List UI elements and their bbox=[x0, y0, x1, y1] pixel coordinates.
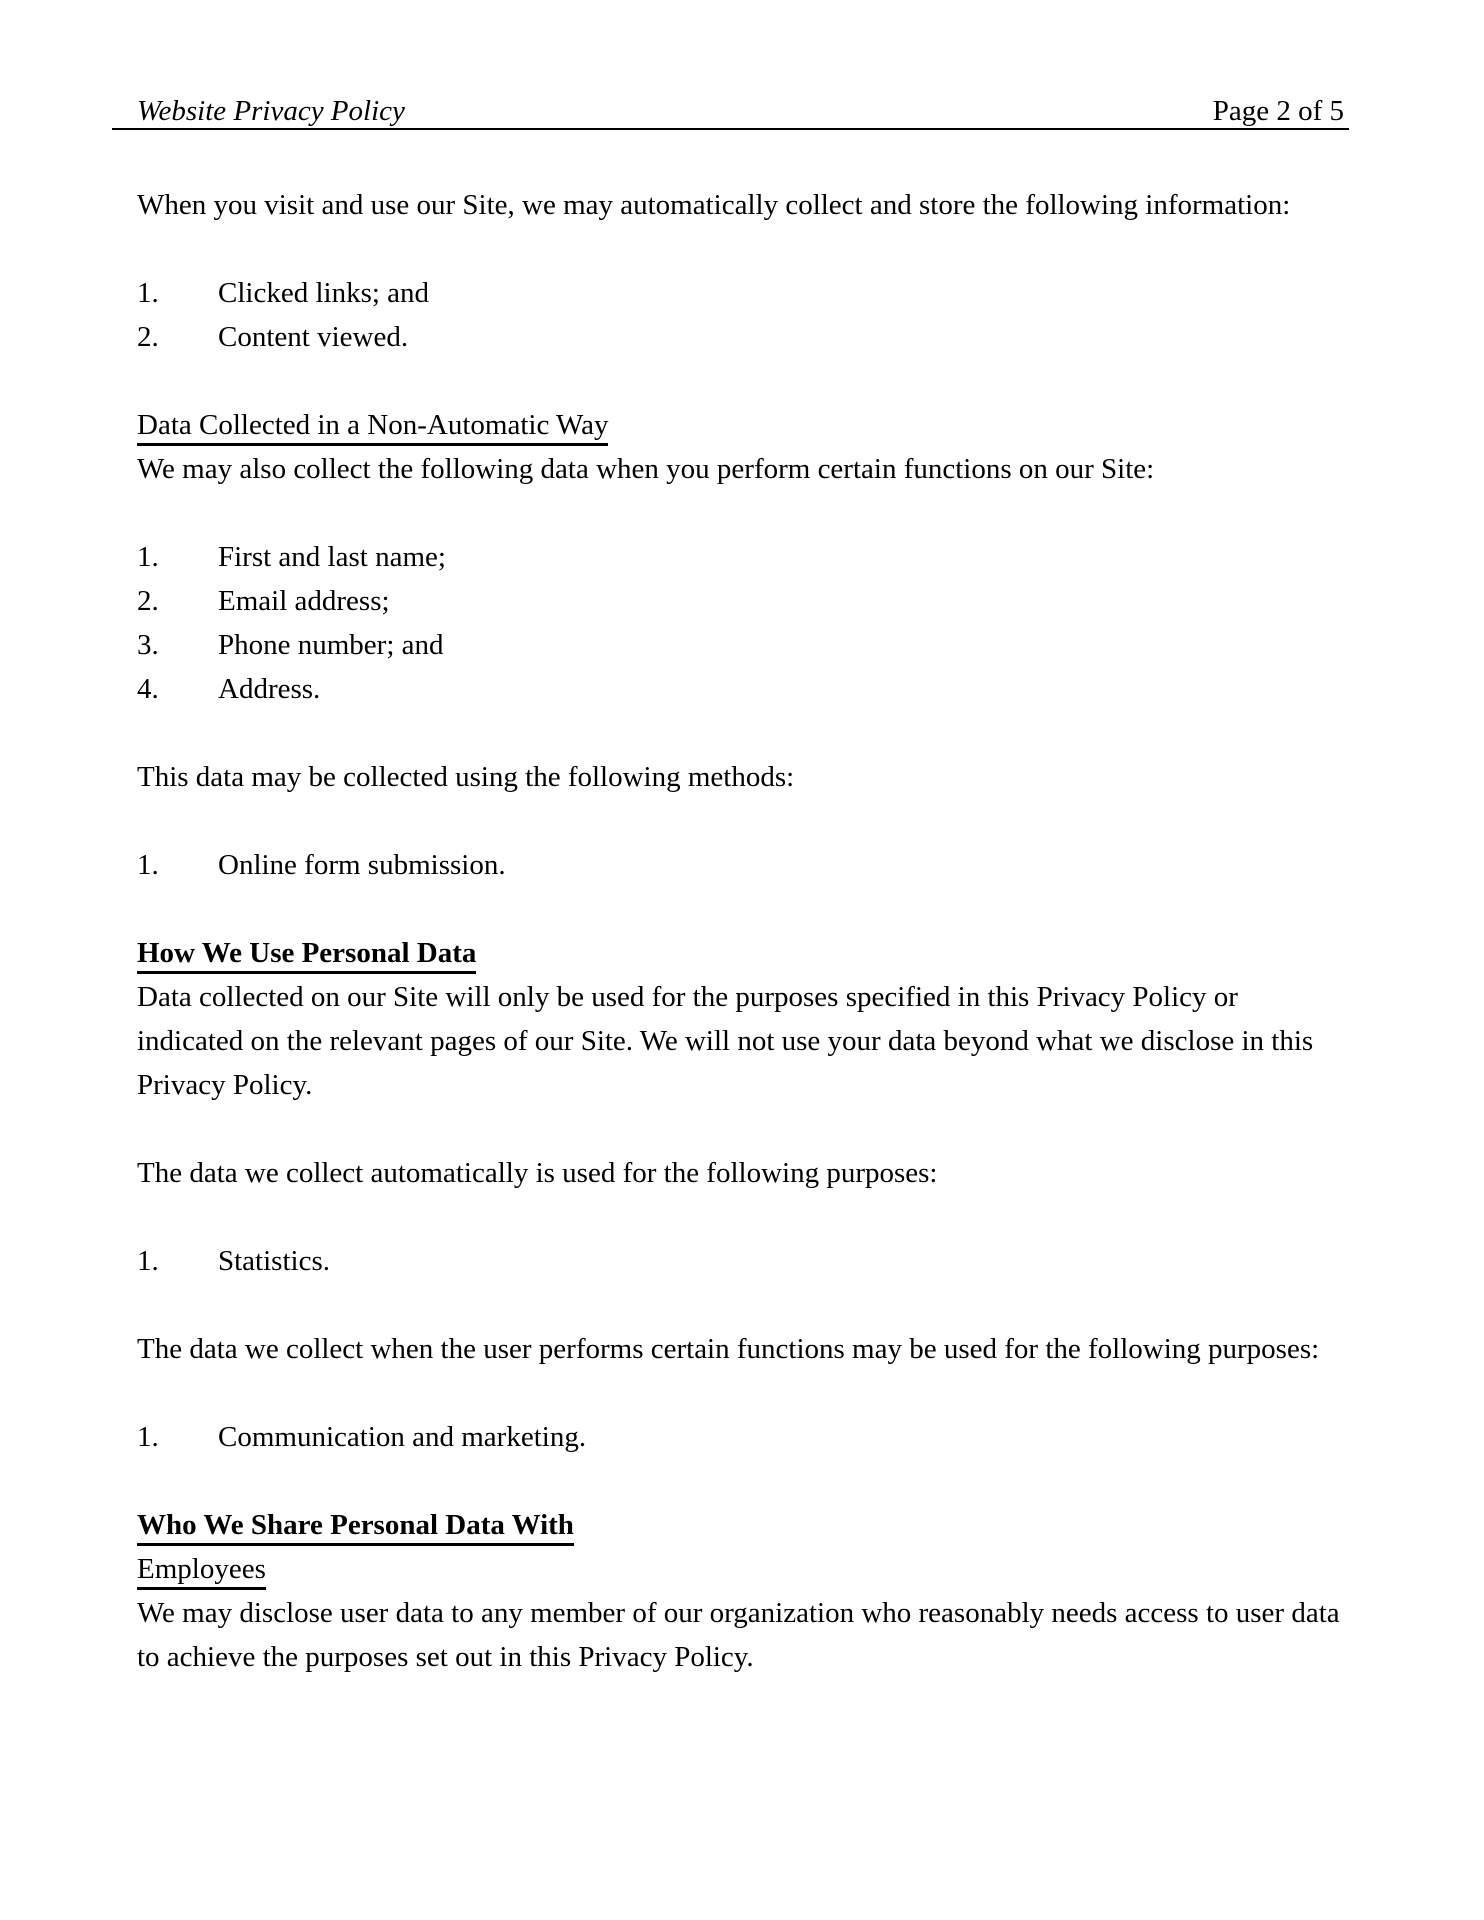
list-item-text: Communication and marketing. bbox=[218, 1421, 587, 1453]
list-number: 1. bbox=[137, 277, 159, 309]
blank-line bbox=[137, 1283, 1349, 1327]
list-item-text: Content viewed. bbox=[218, 321, 409, 353]
list-item bbox=[137, 579, 1349, 623]
list-number: 1. bbox=[137, 849, 159, 881]
paragraph-line: to achieve the purposes set out in this Privacy Policy. bbox=[137, 1641, 754, 1673]
list-item-text: Email address; bbox=[218, 585, 390, 617]
page-header bbox=[137, 97, 1344, 126]
section-heading bbox=[137, 1503, 1349, 1547]
list-item bbox=[137, 623, 1349, 667]
list-number: 1. bbox=[137, 1245, 159, 1277]
blank-line bbox=[137, 1195, 1349, 1239]
list-item-text: Statistics. bbox=[218, 1245, 330, 1277]
paragraph-line: We may disclose user data to any member of our organization who reasonably needs access to user data bbox=[137, 1597, 1340, 1629]
list-item bbox=[137, 843, 1349, 887]
blank-line bbox=[137, 1459, 1349, 1503]
blank-line bbox=[137, 491, 1349, 535]
list-item-text: Clicked links; and bbox=[218, 277, 430, 309]
list-item bbox=[137, 1239, 1349, 1283]
list-number: 1. bbox=[137, 541, 159, 573]
blank-line bbox=[137, 359, 1349, 403]
list-item bbox=[137, 667, 1349, 711]
paragraph-line: The data we collect automatically is used for the following purposes: bbox=[137, 1157, 938, 1189]
section-heading-text: Employees bbox=[137, 1553, 266, 1590]
list-number: 4. bbox=[137, 673, 159, 705]
section-heading bbox=[137, 931, 1349, 975]
list-item bbox=[137, 1415, 1349, 1459]
header-page-number: Page 2 of 5 bbox=[1212, 95, 1344, 127]
list-number: 2. bbox=[137, 321, 159, 353]
blank-line bbox=[137, 799, 1349, 843]
list-item-text: Address. bbox=[218, 673, 321, 705]
paragraph-line: Data collected on our Site will only be used for the purposes specified in this Privacy Policy or bbox=[137, 981, 1238, 1013]
section-heading-text: Who We Share Personal Data With bbox=[137, 1509, 574, 1546]
list-number: 3. bbox=[137, 629, 159, 661]
paragraph-line: The data we collect when the user performs certain functions may be used for the following purposes: bbox=[137, 1333, 1320, 1365]
header-rule bbox=[112, 128, 1349, 130]
paragraph-line: indicated on the relevant pages of our Site. We will not use your data beyond what we disclose in this bbox=[137, 1025, 1314, 1057]
blank-line bbox=[137, 887, 1349, 931]
paragraph-line: When you visit and use our Site, we may automatically collect and store the following information: bbox=[137, 189, 1291, 221]
list-item-text: First and last name; bbox=[218, 541, 446, 573]
section-heading bbox=[137, 1547, 1349, 1591]
paragraph-line: This data may be collected using the following methods: bbox=[137, 761, 795, 793]
list-item bbox=[137, 271, 1349, 315]
section-heading bbox=[137, 403, 1349, 447]
list-item bbox=[137, 315, 1349, 359]
header-title: Website Privacy Policy bbox=[137, 95, 405, 127]
blank-line bbox=[137, 1371, 1349, 1415]
list-number: 2. bbox=[137, 585, 159, 617]
section-heading-text: Data Collected in a Non-Automatic Way bbox=[137, 409, 608, 446]
list-item-text: Phone number; and bbox=[218, 629, 444, 661]
document-body bbox=[137, 183, 1349, 1679]
blank-line bbox=[137, 711, 1349, 755]
blank-line bbox=[137, 1107, 1349, 1151]
section-heading-text: How We Use Personal Data bbox=[137, 937, 476, 974]
list-item bbox=[137, 535, 1349, 579]
blank-line bbox=[137, 227, 1349, 271]
list-item-text: Online form submission. bbox=[218, 849, 506, 881]
paragraph-line: We may also collect the following data when you perform certain functions on our Site: bbox=[137, 453, 1155, 485]
list-number: 1. bbox=[137, 1421, 159, 1453]
paragraph-line: Privacy Policy. bbox=[137, 1069, 313, 1101]
